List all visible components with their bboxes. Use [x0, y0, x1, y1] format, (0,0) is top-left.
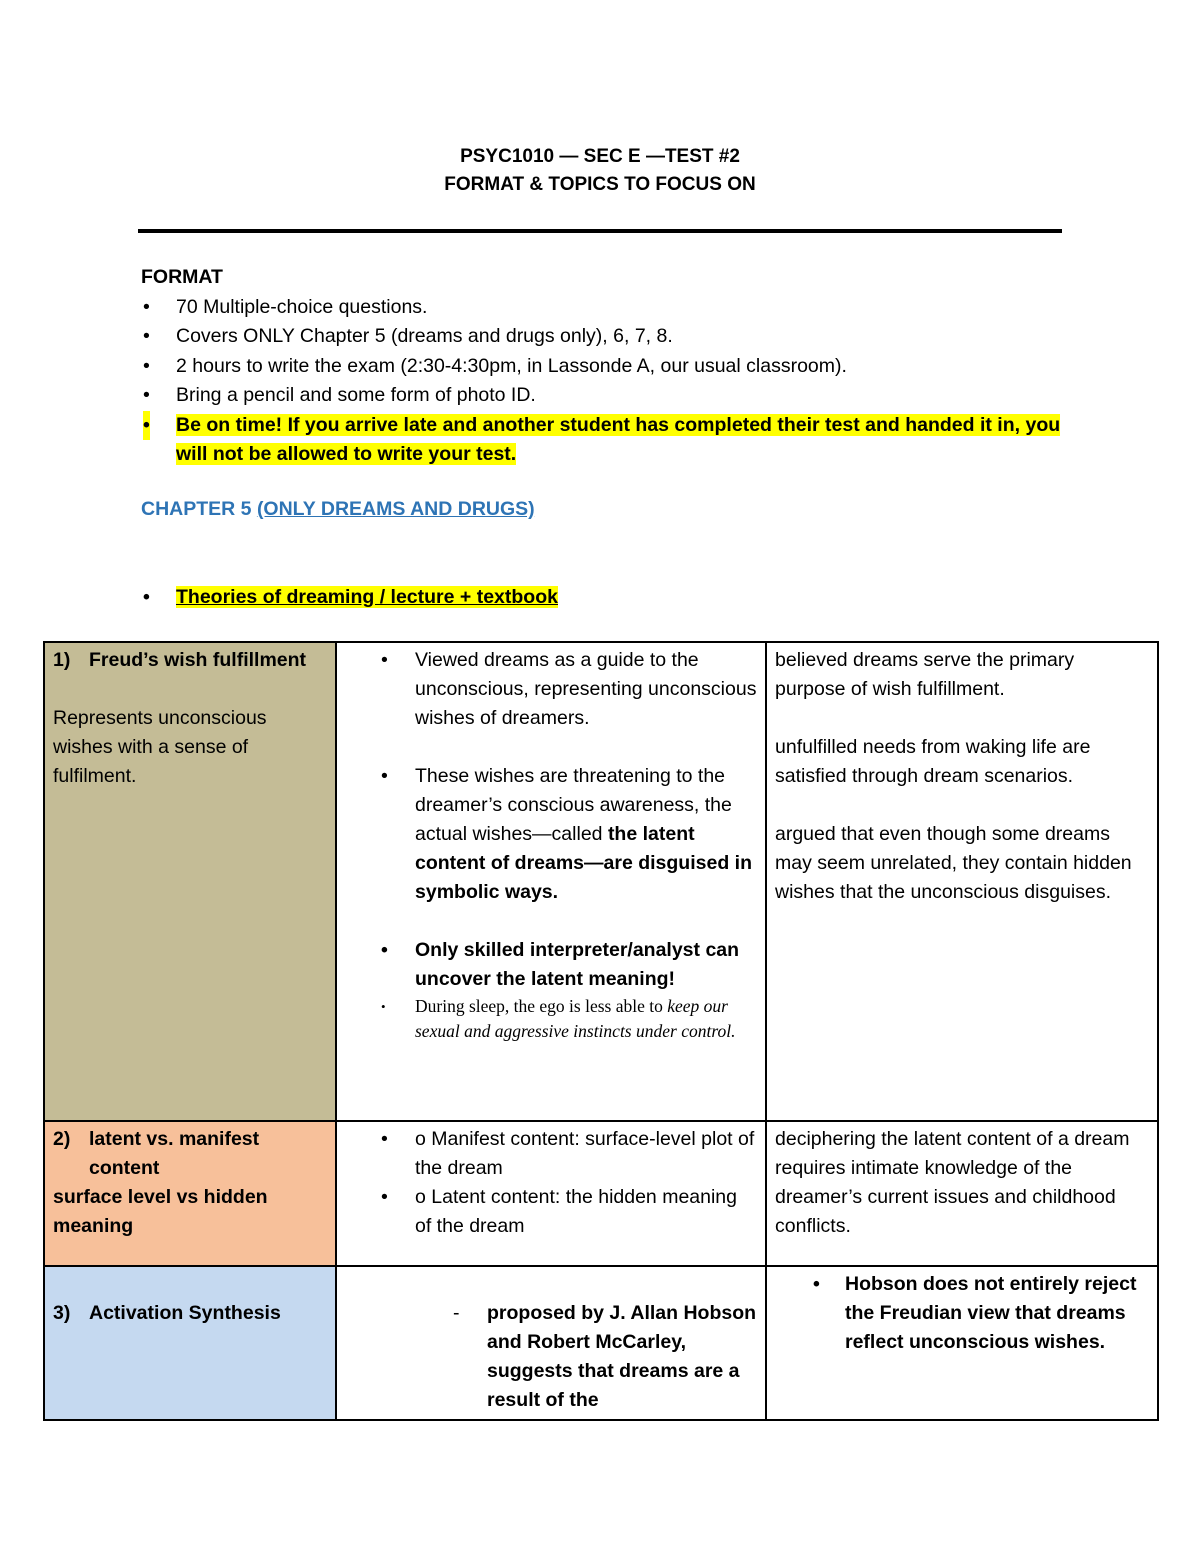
row1-note: believed dreams serve the primary purpose of wish fulfillment. — [775, 649, 1075, 700]
row2-detail-text: o Manifest content: surface-level plot of the dream — [415, 1128, 755, 1179]
theories-heading-text: Theories of dreaming / lecture + textbook — [176, 586, 558, 608]
list-item — [141, 381, 1081, 411]
row2-number: 2) — [53, 1128, 71, 1150]
bullet-icon: • — [143, 411, 150, 441]
row2-note: deciphering the latent content of a dream requires intimate knowledge of the dreamer’s current issues and childhood conflicts. — [775, 1128, 1130, 1237]
row1-topic-cell — [44, 642, 336, 1121]
row3-details-list — [345, 1299, 757, 1415]
format-heading: FORMAT — [141, 266, 223, 288]
format-item-text: 2 hours to write the exam (2:30-4:30pm, in Lassonde A, our usual classroom). — [176, 354, 847, 377]
row1-detail-text: These wishes are threatening to the dreamer’s conscious awareness, the actual wishes—called — [415, 765, 732, 845]
format-list — [141, 293, 1081, 470]
horizontal-rule — [138, 229, 1062, 233]
row1-note: argued that even though some dreams may seem unrelated, they contain hidden wishes that the unconscious disguises. — [775, 823, 1132, 903]
list-item — [345, 646, 757, 733]
row2-heading — [53, 1125, 327, 1183]
format-item-text: Bring a pencil and some form of photo ID. — [176, 384, 536, 406]
row3-detail-text: proposed by J. Allan Hobson and Robert McCarley, suggests that dreams are a result of the — [487, 1302, 757, 1411]
row1-note: unfulfilled needs from waking life are satisfied through dream scenarios. — [775, 736, 1091, 787]
row1-detail-bold-text: the latent content of dreams—are disguised in symbolic ways. — [415, 823, 752, 903]
row1-subtext: Represents unconscious wishes with a sense of fulfilment. — [53, 707, 267, 787]
row1-detail-text: Only skilled interpreter/analyst can uncover the latent meaning! — [415, 939, 740, 990]
bullet-icon: • — [143, 384, 150, 406]
bullet-icon: • — [381, 649, 388, 671]
list-item — [345, 994, 757, 1044]
row3-notes-cell — [766, 1266, 1158, 1420]
row1-detail-italic-text: keep our sexual and aggressive instincts under control. — [415, 996, 736, 1041]
row1-detail-text: During sleep, the ego is less able to — [415, 996, 668, 1016]
bullet-icon: • — [143, 354, 150, 377]
format-item-text: 70 Multiple-choice questions. — [176, 295, 428, 318]
format-item-text-highlighted: Be on time! If you arrive late and another student has completed their test and handed it in, you will not be allowed to write your test. — [176, 413, 1061, 465]
row1-heading — [53, 646, 327, 675]
format-item-text: Covers ONLY Chapter 5 (dreams and drugs only), 6, 7, 8. — [176, 325, 673, 347]
row2-notes-cell — [766, 1121, 1158, 1266]
list-item — [345, 1183, 757, 1241]
row3-title: Activation Synthesis — [89, 1302, 281, 1324]
bullet-icon: • — [381, 939, 388, 961]
row1-detail-text: Viewed dreams as a guide to the unconscious, representing unconscious wishes of dreamers. — [415, 649, 757, 729]
list-item — [775, 1270, 1149, 1357]
row3-notes-list — [775, 1270, 1149, 1357]
table-row — [44, 1121, 1158, 1266]
bullet-icon: • — [381, 1186, 388, 1208]
row3-details-cell — [336, 1266, 766, 1420]
row2-details-list — [345, 1125, 757, 1241]
row2-subtext: surface level vs hidden meaning — [53, 1186, 268, 1237]
document-title-line1: PSYC1010 — SEC E —TEST #2 — [460, 146, 740, 167]
list-item — [141, 293, 1081, 323]
bullet-icon: • — [143, 295, 150, 318]
list-item-highlighted — [141, 411, 1081, 470]
row1-number: 1) — [53, 649, 71, 671]
bullet-icon: • — [381, 765, 388, 787]
document-title-line2: FORMAT & TOPICS TO FOCUS ON — [444, 174, 756, 195]
table-row — [44, 642, 1158, 1121]
list-item — [345, 1299, 757, 1415]
list-item — [345, 1125, 757, 1183]
row2-topic-cell — [44, 1121, 336, 1266]
theories-table — [43, 641, 1159, 1421]
table-row — [44, 1266, 1158, 1420]
list-item — [345, 936, 757, 994]
row2-title: latent vs. manifest content — [89, 1128, 260, 1179]
theories-heading — [141, 586, 558, 609]
row1-details-list — [345, 646, 757, 1044]
row3-heading — [53, 1299, 327, 1328]
chapter-heading-prefix: CHAPTER 5 — [141, 498, 257, 520]
row2-detail-text: o Latent content: the hidden meaning of the dream — [415, 1186, 737, 1237]
list-item — [141, 322, 1081, 352]
bullet-icon: • — [143, 586, 150, 608]
list-item — [345, 762, 757, 907]
bullet-icon: • — [813, 1273, 820, 1295]
chapter-heading — [141, 498, 535, 521]
bullet-icon: • — [381, 999, 386, 1014]
format-section — [141, 263, 1081, 470]
row3-topic-cell — [44, 1266, 336, 1420]
bullet-icon: • — [381, 1128, 388, 1150]
row1-title: Freud’s wish fulfillment — [89, 649, 307, 671]
dash-icon: - — [453, 1302, 460, 1324]
row3-number: 3) — [53, 1302, 71, 1324]
row1-details-cell — [336, 642, 766, 1121]
row2-details-cell — [336, 1121, 766, 1266]
row1-notes-cell — [766, 642, 1158, 1121]
list-item — [141, 352, 1081, 382]
bullet-icon: • — [143, 325, 150, 347]
chapter-heading-underlined: (ONLY DREAMS AND DRUGS) — [256, 498, 535, 520]
row3-note-text: Hobson does not entirely reject the Freudian view that dreams reflect unconscious wishes. — [845, 1273, 1137, 1353]
